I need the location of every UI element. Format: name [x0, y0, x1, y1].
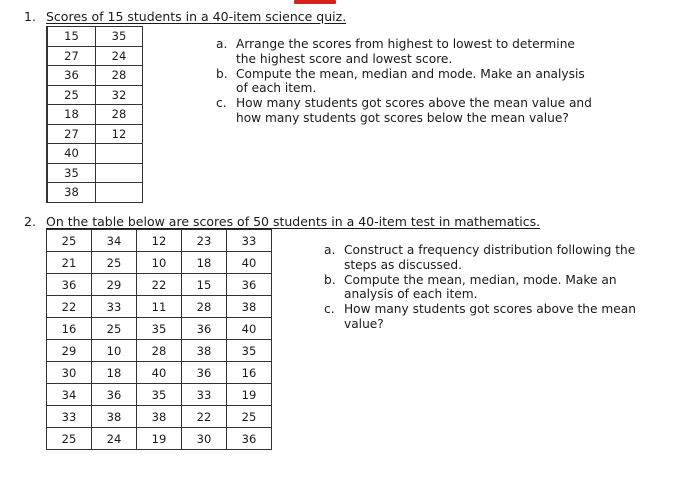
- table-cell: 36: [227, 274, 272, 296]
- question-2-text: On the table below are scores of 50 students in a 40-item test in mathematics.: [46, 214, 541, 229]
- table-cell: 10: [137, 252, 182, 274]
- task-item: [216, 37, 594, 67]
- table-cell: 36: [182, 362, 227, 384]
- table-cell: 16: [227, 362, 272, 384]
- task-item: [324, 243, 658, 273]
- task-marker: a.: [216, 37, 228, 51]
- table-cell: 35: [227, 340, 272, 362]
- table-row: [47, 428, 272, 450]
- table-cell: 30: [47, 362, 92, 384]
- task-marker: b.: [324, 272, 336, 287]
- table-row: [47, 144, 143, 164]
- table-cell: 18: [47, 105, 96, 125]
- table-row: [47, 230, 272, 252]
- table-row: [47, 252, 272, 274]
- task-text: How many students got scores above the mean value?: [344, 302, 636, 331]
- task-text: Compute the mean, median and mode. Make an analysis of each item.: [236, 66, 585, 96]
- table-cell: 28: [137, 340, 182, 362]
- table-cell: 38: [227, 296, 272, 318]
- question-1-text: Scores of 15 students in a 40-item science quiz.: [46, 9, 347, 24]
- science-scores-table: [46, 26, 143, 203]
- table-cell: 23: [182, 230, 227, 252]
- task-text: How many students got scores above the mean value and how many students got scores below the mean value?: [236, 96, 592, 125]
- table-cell: 27: [47, 124, 96, 144]
- table-row: [47, 384, 272, 406]
- task-item: [216, 96, 594, 126]
- question-2-tasks: [324, 243, 658, 332]
- table-cell: 10: [92, 340, 137, 362]
- table-cell: 38: [182, 340, 227, 362]
- task-item: [324, 302, 658, 332]
- task-marker: a.: [324, 243, 336, 257]
- question-2-number: 2.: [24, 214, 36, 229]
- table-cell: 29: [47, 340, 92, 362]
- table-cell: 22: [47, 296, 92, 318]
- table-cell: 19: [227, 384, 272, 406]
- table-row: [47, 46, 143, 66]
- table-cell: 30: [182, 428, 227, 450]
- table-cell: 12: [137, 230, 182, 252]
- task-marker: c.: [216, 96, 227, 111]
- question-1-title: [24, 9, 346, 24]
- table-row: [47, 340, 272, 362]
- table-cell: 16: [47, 318, 92, 340]
- table-cell: 22: [137, 274, 182, 296]
- task-item: [324, 273, 658, 303]
- table-cell: 19: [137, 428, 182, 450]
- table-cell: [96, 163, 143, 183]
- table-row: [47, 27, 143, 47]
- table-cell: 35: [137, 318, 182, 340]
- table-row: [47, 406, 272, 428]
- table-cell: 36: [227, 428, 272, 450]
- table-cell: 29: [92, 274, 137, 296]
- table-cell: 32: [96, 85, 143, 105]
- table-cell: 18: [182, 252, 227, 274]
- table-cell: 27: [47, 46, 96, 66]
- table-cell: 15: [182, 274, 227, 296]
- task-text: Arrange the scores from highest to lowest to determine the highest score and lowest score.: [236, 37, 575, 66]
- table-cell: 25: [92, 318, 137, 340]
- table-row: [47, 124, 143, 144]
- question-1-number: 1.: [24, 9, 36, 24]
- table-cell: 33: [92, 296, 137, 318]
- table-cell: 24: [96, 46, 143, 66]
- table-cell: 28: [182, 296, 227, 318]
- table-row: [47, 85, 143, 105]
- table-cell: 11: [137, 296, 182, 318]
- table-cell: 35: [47, 163, 96, 183]
- task-marker: c.: [324, 302, 335, 317]
- table-cell: 35: [137, 384, 182, 406]
- task-marker: b.: [216, 66, 228, 81]
- table-cell: 38: [137, 406, 182, 428]
- table-cell: 25: [227, 406, 272, 428]
- table-cell: 24: [92, 428, 137, 450]
- table-row: [47, 318, 272, 340]
- math-scores-table: [46, 229, 272, 450]
- question-1-tasks: [216, 37, 594, 126]
- table-cell: 15: [47, 27, 96, 47]
- table-cell: 34: [92, 230, 137, 252]
- table-cell: 28: [96, 66, 143, 86]
- table-cell: 18: [92, 362, 137, 384]
- question-2-title: [24, 214, 540, 229]
- table-cell: 25: [47, 230, 92, 252]
- table-cell: 25: [47, 85, 96, 105]
- table-cell: 34: [47, 384, 92, 406]
- table-row: [47, 105, 143, 125]
- table-cell: 12: [96, 124, 143, 144]
- table-cell: 28: [96, 105, 143, 125]
- table-cell: 25: [92, 252, 137, 274]
- table-cell: 36: [47, 66, 96, 86]
- table-cell: 38: [47, 183, 96, 203]
- header-mark: [294, 0, 336, 4]
- table-row: [47, 362, 272, 384]
- table-row: [47, 163, 143, 183]
- table-cell: 33: [47, 406, 92, 428]
- table-cell: [96, 183, 143, 203]
- table-cell: 40: [47, 144, 96, 164]
- table-cell: 22: [182, 406, 227, 428]
- table-cell: 21: [47, 252, 92, 274]
- task-item: [216, 67, 594, 97]
- table-cell: 36: [182, 318, 227, 340]
- table-row: [47, 183, 143, 203]
- table-row: [47, 274, 272, 296]
- table-row: [47, 66, 143, 86]
- table-cell: 36: [47, 274, 92, 296]
- table-cell: 40: [227, 318, 272, 340]
- table-cell: 33: [182, 384, 227, 406]
- table-cell: [96, 144, 143, 164]
- table-cell: 35: [96, 27, 143, 47]
- task-text: Compute the mean, median, mode. Make an analysis of each item.: [344, 272, 617, 302]
- table-cell: 25: [47, 428, 92, 450]
- table-cell: 36: [92, 384, 137, 406]
- task-text: Construct a frequency distribution following the steps as discussed.: [344, 243, 636, 272]
- table-cell: 40: [137, 362, 182, 384]
- table-row: [47, 296, 272, 318]
- table-cell: 38: [92, 406, 137, 428]
- table-cell: 33: [227, 230, 272, 252]
- table-cell: 40: [227, 252, 272, 274]
